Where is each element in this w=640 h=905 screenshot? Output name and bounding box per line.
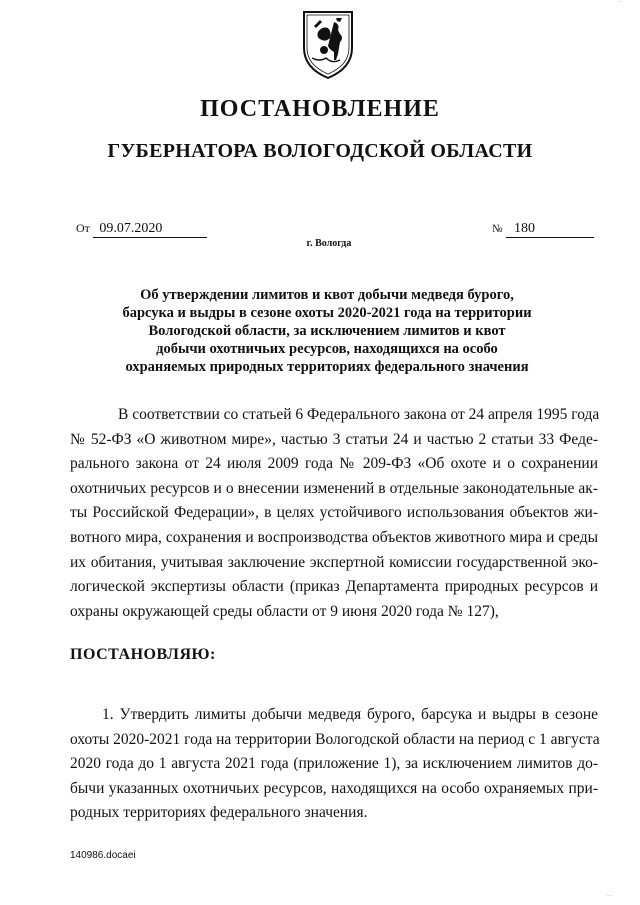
text-line: вотного мира, сохранения и воспроизводства объектов животного мира и среды [70,528,598,546]
text-line: охоты 2020-2021 года на территории Вологодской области на период с 1 августа [70,730,600,748]
city-label: г. Вологда [306,238,352,249]
text-line: ты Российской Федерации», в целях устойчивого использования объектов жи- [70,504,598,522]
date-label: От [76,221,90,235]
text-line: В соответствии со статьей 6 Федерального закона от 24 апреля 1995 года [118,406,600,423]
text-line: логической экспертизы области (приказ Департамента природных ресурсов и [70,578,598,596]
coat-of-arms-emblem [300,8,356,80]
number-field [492,221,594,238]
preamble-paragraph [70,403,598,624]
date-value: 09.07.2020 [93,221,207,238]
text-line: родных территориях федерального значения. [70,804,368,822]
heading-line: Об утверждении лимитов и квот добычи медведя бурого, [140,287,514,303]
text-line: бычи указанных охотничьих ресурсов, находящихся на особо охраняемых при- [70,779,598,797]
heading-line: барсука и выдры в сезоне охоты 2020-2021 года на территории [122,305,532,321]
heading-line: Вологодской области, за исключением лимитов и квот [148,323,506,339]
document-subtitle: ГУБЕРНАТОРА ВОЛОГОДСКОЙ ОБЛАСТИ [107,140,533,162]
text-line: охраны окружающей среды области от 9 июня 2020 года № 127), [70,602,499,620]
text-line: их обитания, учитывая заключение экспертной комиссии государственной эко- [70,553,598,571]
heading-line: охраняемых природных территориях федерального значения [125,359,529,375]
number-value: 180 [506,221,594,238]
page-top-mark: ··· [617,0,622,5]
text-line: охотничьих ресурсов и о внесении изменений в отдельные законодательные ак- [70,479,598,497]
item-1-paragraph [70,703,598,826]
document-heading [70,286,584,376]
heading-line: добычи охотничьих ресурсов, находящихся на особо [156,341,498,357]
text-line: 2020 года до 1 августа 2021 года (приложение 1), за исключением лимитов до- [70,755,598,773]
page-bottom-mark: ··· [607,894,612,899]
resolve-heading: ПОСТАНОВЛЯЮ: [70,646,216,663]
file-reference: 140986.docaei [70,850,136,861]
document-title: ПОСТАНОВЛЕНИЕ [200,96,440,122]
text-line: № 52-ФЗ «О животном мире», частью 3 статьи 24 и частью 2 статьи 33 Феде- [70,430,598,448]
text-line: рального закона от 24 июля 2009 года № 209-ФЗ «Об охоте и о сохранении [70,455,598,473]
text-line: 1. Утвердить лимиты добычи медведя бурого, барсука и выдры в сезоне [102,706,598,723]
date-field [76,221,207,238]
number-label: № [492,223,503,235]
